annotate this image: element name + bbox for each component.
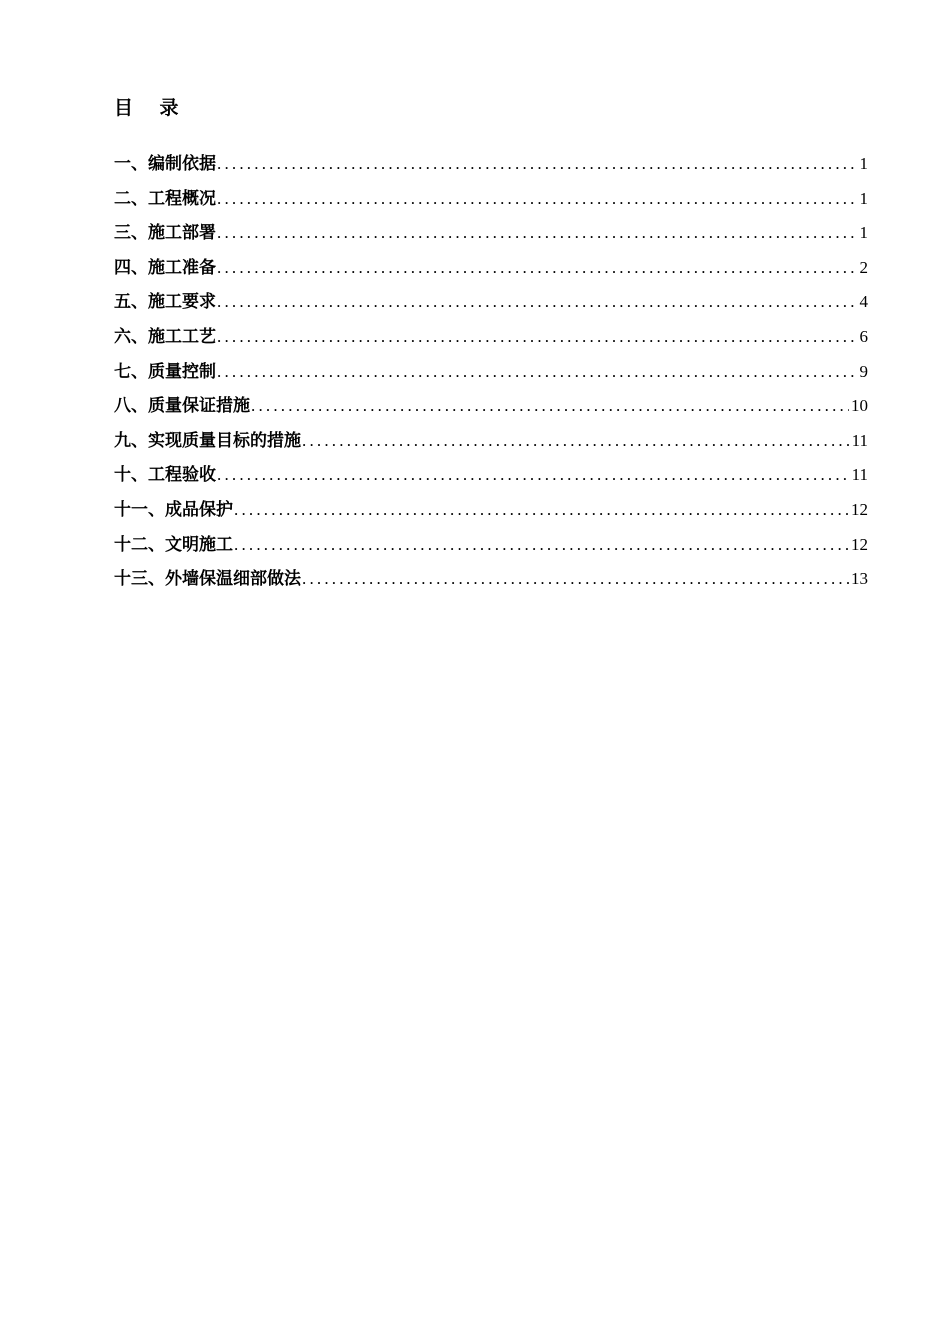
toc-list (114, 152, 868, 602)
toc-entry-7[interactable] (114, 360, 868, 395)
toc-entry-label: 七、质量控制 (114, 361, 216, 382)
toc-entry-label: 十二、文明施工 (114, 534, 233, 555)
toc-leader-dots (217, 360, 856, 384)
toc-entry-label: 四、施工准备 (114, 257, 216, 278)
toc-leader-dots (217, 325, 856, 349)
toc-entry-page: 1 (859, 223, 868, 243)
toc-entry-label: 五、施工要求 (114, 292, 216, 313)
toc-entry-5[interactable] (114, 290, 868, 325)
toc-entry-page: 12 (851, 499, 868, 519)
toc-leader-dots (234, 533, 849, 557)
toc-entry-page: 6 (859, 326, 868, 346)
toc-leader-dots (217, 256, 856, 280)
toc-entry-page: 13 (851, 569, 868, 589)
toc-title: 目 录 (114, 97, 179, 119)
toc-entry-11[interactable] (114, 498, 868, 533)
toc-entry-label: 九、实现质量目标的措施 (114, 430, 301, 451)
toc-entry-1[interactable] (114, 152, 868, 187)
toc-entry-label: 二、工程概况 (114, 188, 216, 209)
toc-entry-label: 十一、成品保护 (114, 499, 233, 520)
toc-entry-label: 一、编制依据 (114, 154, 216, 174)
toc-leader-dots (251, 394, 849, 418)
toc-leader-dots (234, 498, 849, 522)
toc-entry-page: 2 (859, 257, 868, 277)
toc-entry-13[interactable] (114, 567, 868, 602)
toc-entry-page: 4 (859, 292, 868, 312)
toc-entry-10[interactable] (114, 463, 868, 498)
toc-entry-6[interactable] (114, 325, 868, 360)
toc-entry-4[interactable] (114, 256, 868, 291)
toc-entry-page: 9 (859, 361, 868, 381)
toc-leader-dots (217, 187, 856, 211)
toc-entry-12[interactable] (114, 533, 868, 568)
toc-entry-3[interactable] (114, 221, 868, 256)
toc-entry-page: 12 (851, 534, 868, 554)
toc-entry-page: 1 (859, 154, 868, 173)
toc-entry-page: 11 (851, 465, 868, 485)
toc-entry-label: 十、工程验收 (114, 465, 216, 486)
toc-leader-dots (217, 221, 856, 245)
toc-leader-dots (217, 290, 856, 314)
toc-entry-label: 六、施工工艺 (114, 326, 216, 347)
toc-entry-page: 10 (851, 396, 868, 416)
toc-entry-label: 八、质量保证措施 (114, 396, 250, 417)
toc-leader-dots (302, 429, 850, 453)
toc-entry-8[interactable] (114, 394, 868, 429)
toc-leader-dots (217, 152, 856, 176)
toc-entry-page: 1 (859, 188, 868, 208)
toc-entry-2[interactable] (114, 187, 868, 222)
toc-entry-9[interactable] (114, 429, 868, 464)
toc-leader-dots (217, 463, 850, 487)
toc-entry-page: 11 (851, 430, 868, 450)
toc-entry-label: 十三、外墙保温细部做法 (114, 569, 301, 590)
toc-leader-dots (302, 567, 849, 591)
toc-entry-label: 三、施工部署 (114, 223, 216, 244)
